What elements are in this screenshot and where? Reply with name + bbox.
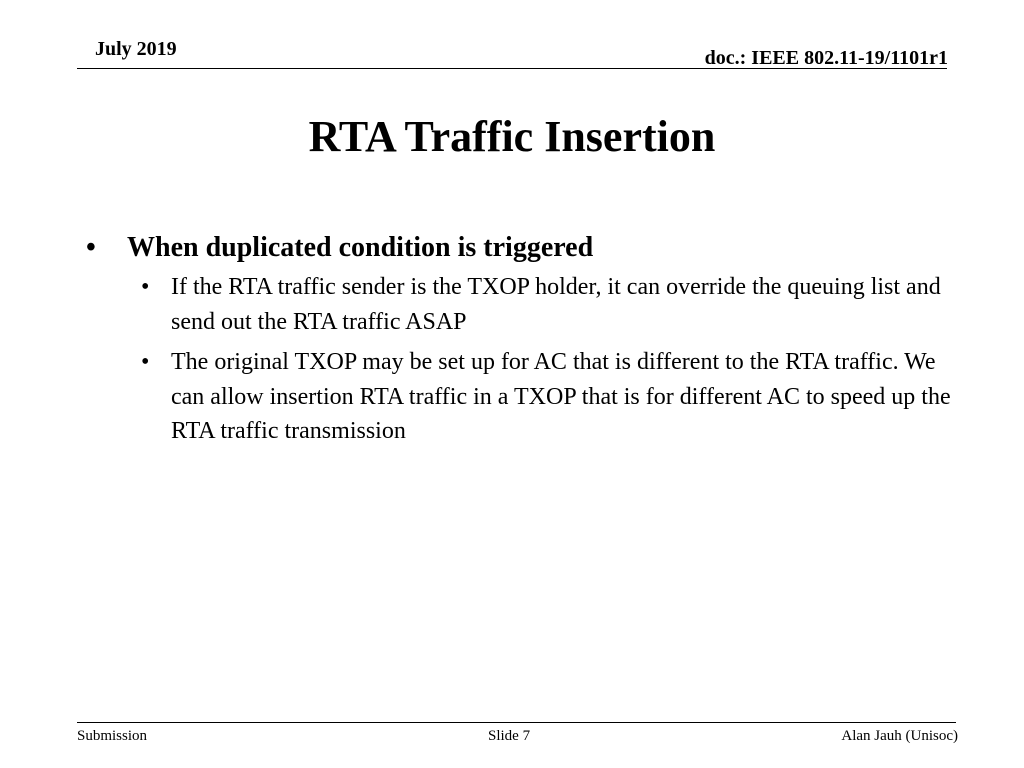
sub-bullet-point: [141, 270, 951, 339]
header-date: July 2019: [95, 38, 177, 60]
footer-author: Alan Jauh (Unisoc): [841, 728, 958, 744]
main-bullet-text: When duplicated condition is triggered: [127, 232, 594, 263]
header-divider: [77, 68, 947, 69]
main-bullet-point: [86, 228, 956, 268]
sub-bullet-text: The original TXOP may be set up for AC that is different to the RTA traffic. We can allow insertion RTA traffic in a TXOP that is for different AC to speed up the RTA traffic transmission: [171, 349, 951, 444]
sub-bullet-text: If the RTA traffic sender is the TXOP holder, it can override the queuing list and send out the RTA traffic ASAP: [171, 274, 941, 335]
footer-divider: [77, 722, 956, 723]
bullet-icon: •: [141, 274, 150, 300]
slide-title: RTA Traffic Insertion: [308, 112, 716, 161]
bullet-icon: •: [86, 232, 96, 263]
slide-body: [86, 228, 956, 449]
bullet-icon: •: [141, 349, 150, 375]
footer-slide-number: Slide 7: [488, 728, 531, 744]
header-document-id: doc.: IEEE 802.11-19/1101r1: [704, 47, 948, 69]
sub-bullet-point: [141, 345, 951, 449]
footer-submission-label: Submission: [77, 728, 148, 744]
